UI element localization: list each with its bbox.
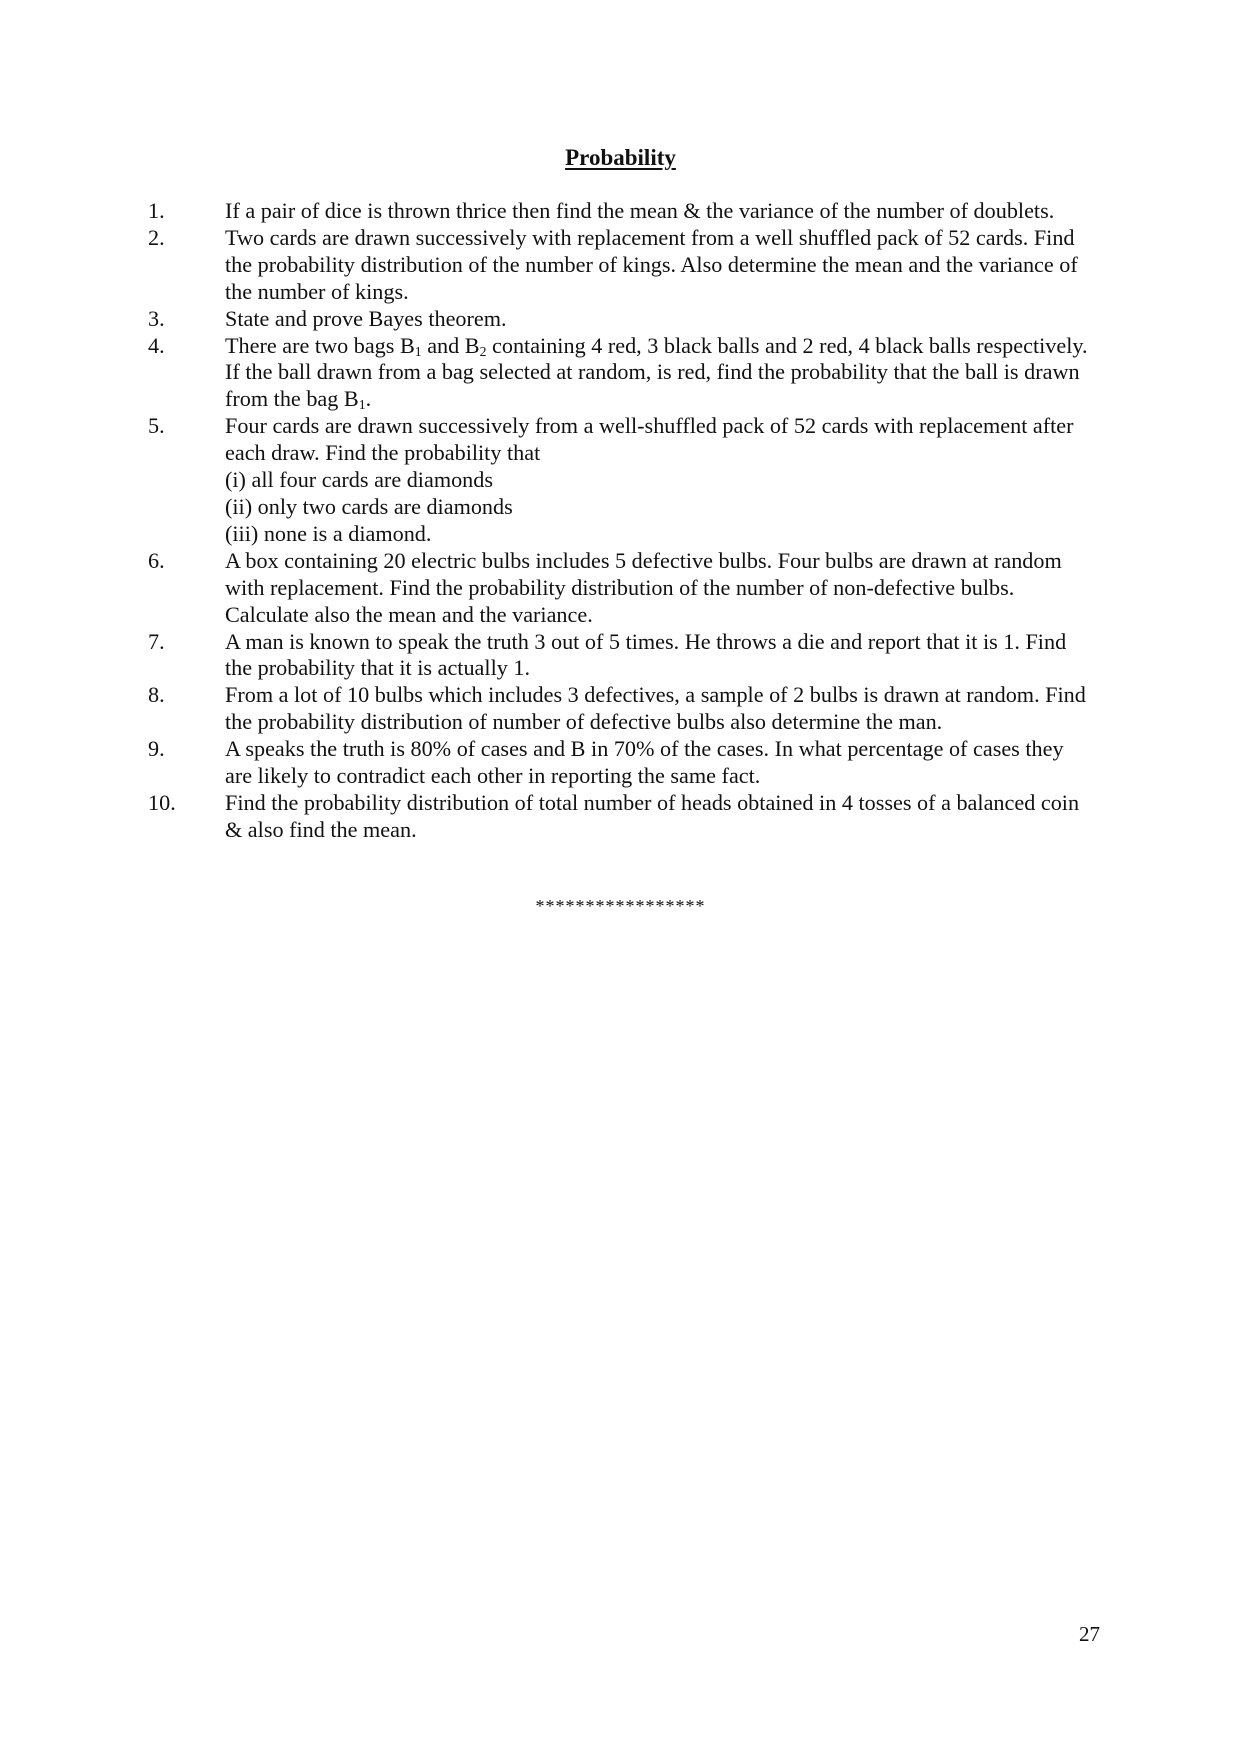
question-text: Two cards are drawn successively with replacement from a well shuffled pack of 52 cards. Find the probability distribution of the number of kings. Also determine the mean and the variance of the number of kings.: [225, 224, 1078, 304]
subscript: 1: [358, 397, 366, 413]
question-number: 10.: [148, 789, 176, 815]
question-number: 8.: [148, 682, 165, 708]
question-item: [148, 198, 1093, 225]
subscript: 2: [479, 343, 487, 359]
question-item: [148, 736, 1093, 790]
question-text: Four cards are drawn successively from a well-shuffled pack of 52 cards with replacement after each draw. Find the probability that: [225, 413, 1074, 466]
subscript: 1: [414, 343, 422, 359]
question-number: 4.: [148, 332, 165, 358]
question-text: Find the probability distribution of total number of heads obtained in 4 tosses of a balanced coin & also find the mean.: [225, 789, 1080, 842]
question-item: [148, 333, 1093, 414]
question-text: State and prove Bayes theorem.: [225, 305, 507, 331]
question-list: [148, 198, 1093, 844]
question-text: If a pair of dice is thrown thrice then find the mean & the variance of the number of doublets.: [225, 198, 1055, 223]
question-number: 3.: [148, 305, 165, 331]
sub-item: (ii) only two cards are diamonds: [225, 493, 513, 519]
page-title: Probability: [565, 145, 676, 170]
question-item: [148, 790, 1093, 844]
question-number: 9.: [148, 736, 165, 762]
question-item: [148, 306, 1093, 333]
question-text: A speaks the truth is 80% of cases and B in 70% of the cases. In what percentage of cases they are likely to contradict each other in reporting the same fact.: [225, 736, 1064, 789]
question-number: 5.: [148, 413, 165, 439]
question-item: [148, 413, 1093, 548]
question-number: 6.: [148, 547, 165, 573]
question-number: 1.: [148, 198, 165, 223]
question-item: [148, 225, 1093, 306]
question-item: [148, 682, 1093, 736]
page-number: 27: [1079, 1622, 1100, 1646]
question-text: There are two bags $B_1$ and $B_2$ containing 4 red, 3 black balls and 2 red, 4 black balls respectively. If the ball drawn from a bag selected at random, is red, find the probability that the ball is drawn from the bag $B_1$.: [225, 332, 1088, 413]
question-number: 2.: [148, 224, 165, 250]
question-text: A box containing 20 electric bulbs includes 5 defective bulbs. Four bulbs are drawn at random with replacement. Find the probability distribution of the number of non-defective bulbs. Calculate also the mean and the variance.: [225, 547, 1062, 627]
question-item: [148, 548, 1093, 629]
question-text: A man is known to speak the truth 3 out of 5 times. He throws a die and report that it is 1. Find the probability that it is actually 1.: [225, 628, 1067, 681]
sub-item: (iii) none is a diamond.: [225, 520, 432, 546]
question-number: 7.: [148, 628, 165, 654]
question-item: [148, 629, 1093, 683]
separator: *****************: [535, 896, 706, 916]
sub-item: (i) all four cards are diamonds: [225, 467, 493, 493]
question-text: From a lot of 10 bulbs which includes 3 defectives, a sample of 2 bulbs is drawn at random. Find the probability distribution of number of defective bulbs also determine the man.: [225, 682, 1086, 735]
